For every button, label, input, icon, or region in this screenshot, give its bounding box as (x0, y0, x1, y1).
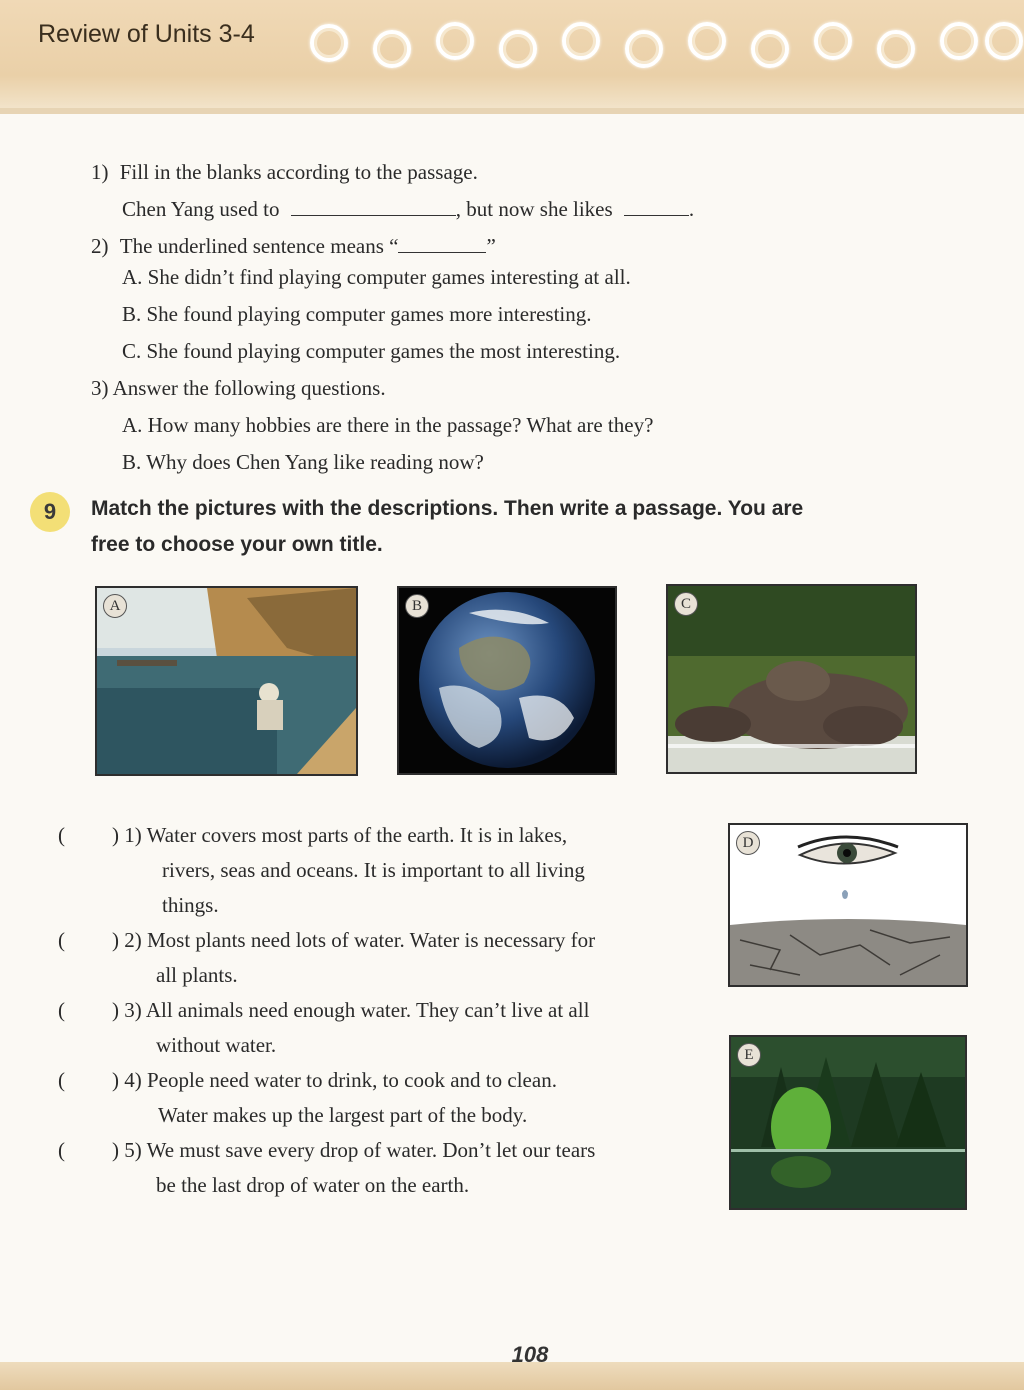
answer-blank[interactable] (398, 251, 486, 253)
ring-icon (499, 30, 537, 68)
question-text: Fill in the blanks according to the passage. (119, 160, 478, 184)
picture-label: A (103, 594, 127, 618)
answer-paren[interactable]: ( (58, 928, 65, 952)
forest-lake-image (731, 1037, 965, 1208)
description-1-line-1: ) 1) Water covers most parts of the earth. It is in lakes, (112, 823, 568, 847)
picture-label: B (405, 594, 429, 618)
answer-paren[interactable]: ( (58, 998, 65, 1022)
ring-icon (688, 22, 726, 60)
description-5-line-2: be the last drop of water on the earth. (156, 1173, 470, 1197)
picture-d (728, 823, 968, 987)
picture-label: C (674, 592, 698, 616)
question-2 (91, 234, 496, 259)
ring-icon (877, 30, 915, 68)
ring-icon (436, 22, 474, 60)
decorative-rings (305, 16, 1024, 72)
picture-a (95, 586, 358, 776)
question-number: 2) (91, 234, 109, 258)
question-text: The underlined sentence means “ (119, 234, 399, 258)
earth-globe-image (399, 588, 615, 773)
page-number: 108 (511, 1342, 549, 1367)
ring-icon (562, 22, 600, 60)
question-1-sentence (122, 197, 694, 222)
picture-label: E (737, 1043, 761, 1067)
ring-icon (310, 24, 348, 62)
question-text-end: ” (486, 234, 496, 258)
answer-blank[interactable] (291, 214, 456, 216)
sentence-start: Chen Yang used to (122, 197, 280, 221)
question-text: Answer the following questions. (112, 376, 386, 400)
description-4-line-2: Water makes up the largest part of the body. (158, 1103, 528, 1127)
question-3 (91, 376, 386, 401)
ring-icon (940, 22, 978, 60)
answer-paren[interactable]: ( (58, 1138, 65, 1162)
picture-c (666, 584, 917, 774)
hippos-image (668, 586, 915, 772)
header-title: Review of Units 3-4 (38, 20, 255, 48)
sentence-end: . (688, 197, 695, 221)
description-2-line-2: all plants. (156, 963, 238, 987)
page-header (0, 0, 1024, 114)
river-scene-image (97, 588, 356, 774)
question-3-item-a: A. How many hobbies are there in the passage? What are they? (122, 413, 654, 437)
picture-b (397, 586, 617, 775)
description-4-line-1: ) 4) People need water to drink, to cook and to clean. (112, 1068, 557, 1092)
ring-icon (751, 30, 789, 68)
ring-icon (814, 22, 852, 60)
question-3-item-b: B. Why does Chen Yang like reading now? (122, 450, 484, 474)
task-instruction-line-1: Match the pictures with the descriptions. Then write a passage. You are (91, 497, 804, 520)
task-number-badge: 9 (30, 492, 70, 532)
question-1 (91, 160, 478, 185)
ring-icon (985, 22, 1023, 60)
answer-blank[interactable] (624, 214, 689, 216)
ring-icon (625, 30, 663, 68)
question-number: 1) (91, 160, 109, 184)
ring-icon (373, 30, 411, 68)
description-1-line-2: rivers, seas and oceans. It is important to all living (162, 858, 585, 882)
eye-and-dry-earth-image (730, 825, 966, 985)
option-a: A. She didn’t find playing computer games interesting at all. (122, 265, 631, 289)
answer-paren[interactable]: ( (58, 823, 65, 847)
answer-paren[interactable]: ( (58, 1068, 65, 1092)
option-c: C. She found playing computer games the most interesting. (122, 339, 621, 363)
option-b: B. She found playing computer games more interesting. (122, 302, 592, 326)
description-2-line-1: ) 2) Most plants need lots of water. Water is necessary for (112, 928, 596, 952)
description-3-line-2: without water. (156, 1033, 277, 1057)
picture-e (729, 1035, 967, 1210)
sentence-middle: , but now she likes (455, 197, 613, 221)
task-instruction-line-2: free to choose your own title. (91, 533, 383, 556)
picture-label: D (736, 831, 760, 855)
question-number: 3) (91, 376, 109, 400)
description-1-line-3: things. (162, 893, 219, 917)
description-5-line-1: ) 5) We must save every drop of water. Don’t let our tears (112, 1138, 596, 1162)
description-3-line-1: ) 3) All animals need enough water. They can’t live at all (112, 998, 590, 1022)
